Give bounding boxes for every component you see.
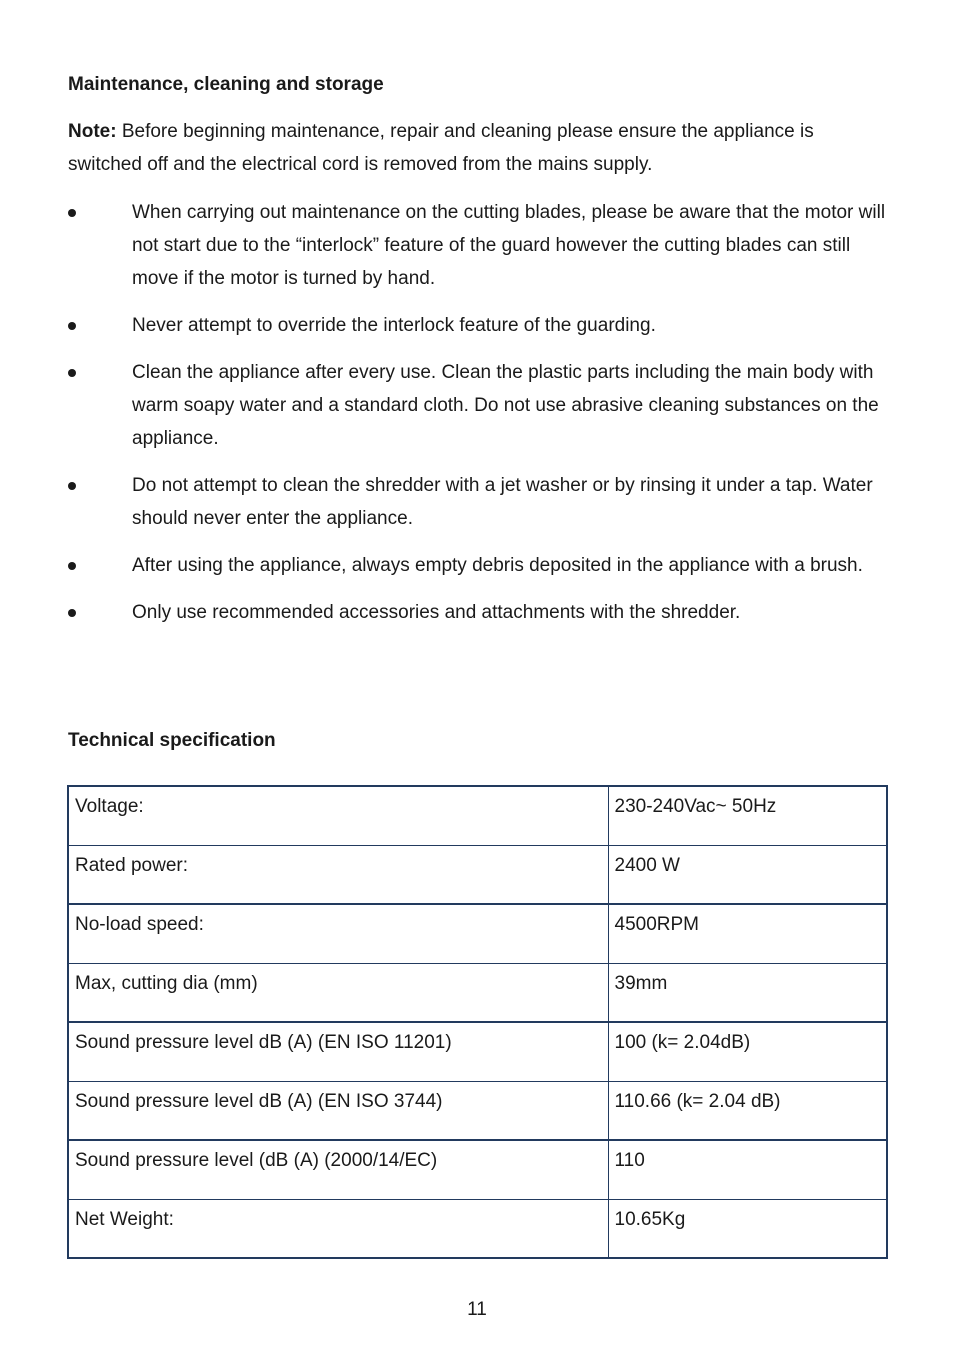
bullet-icon: [68, 482, 76, 490]
table-row: [68, 1022, 887, 1081]
table-row: [68, 963, 887, 1022]
bullet-icon: [68, 562, 76, 570]
list-item: [68, 309, 888, 342]
note-paragraph: [68, 115, 888, 181]
table-row: [68, 845, 887, 904]
table-row: [68, 786, 887, 845]
spec-label: Max, cutting dia (mm): [68, 963, 608, 1022]
spec-label: Sound pressure level dB (A) (EN ISO 11201): [68, 1022, 608, 1081]
list-item: [68, 549, 888, 582]
note-text: Before beginning maintenance, repair and cleaning please ensure the appliance is switched off and the electrical cord is removed from the mains supply.: [68, 121, 814, 175]
specification-heading: Technical specification: [68, 730, 276, 751]
table-row: [68, 1199, 887, 1258]
bullet-text: After using the appliance, always empty debris deposited in the appliance with a brush.: [132, 555, 863, 576]
bullet-icon: [68, 369, 76, 377]
spec-value: 4500RPM: [608, 904, 887, 963]
bullet-icon: [68, 209, 76, 217]
table-row: [68, 1081, 887, 1140]
spec-value: 2400 W: [608, 845, 887, 904]
list-item: [68, 469, 888, 535]
bullet-icon: [68, 609, 76, 617]
list-item: [68, 196, 888, 295]
spec-value: 100 (k= 2.04dB): [608, 1022, 887, 1081]
table-row: [68, 904, 887, 963]
spec-label: No-load speed:: [68, 904, 608, 963]
table-row: [68, 1140, 887, 1199]
list-item: [68, 596, 888, 629]
spec-label: Sound pressure level dB (A) (EN ISO 3744): [68, 1081, 608, 1140]
spec-label: Net Weight:: [68, 1199, 608, 1258]
maintenance-heading: Maintenance, cleaning and storage: [68, 74, 384, 95]
spec-label: Sound pressure level (dB (A) (2000/14/EC): [68, 1140, 608, 1199]
bullet-text: Only use recommended accessories and attachments with the shredder.: [132, 602, 741, 623]
bullet-text: Do not attempt to clean the shredder with a jet washer or by rinsing it under a tap. Water should never enter the appliance.: [132, 475, 873, 529]
spec-value: 39mm: [608, 963, 887, 1022]
spec-label: Rated power:: [68, 845, 608, 904]
spec-value: 110.66 (k= 2.04 dB): [608, 1081, 887, 1140]
maintenance-bullet-list: [68, 196, 888, 643]
bullet-icon: [68, 322, 76, 330]
spec-value: 110: [608, 1140, 887, 1199]
spec-value: 10.65Kg: [608, 1199, 887, 1258]
spec-value: 230-240Vac~ 50Hz: [608, 786, 887, 845]
bullet-text: Never attempt to override the interlock feature of the guarding.: [132, 315, 656, 336]
page-number: 11: [467, 1299, 487, 1320]
spec-label: Voltage:: [68, 786, 608, 845]
list-item: [68, 356, 888, 455]
note-label: Note:: [68, 121, 117, 142]
bullet-text: Clean the appliance after every use. Clean the plastic parts including the main body with warm soapy water and a standard cloth. Do not use abrasive cleaning substances on the appliance.: [132, 362, 879, 449]
specification-table: [67, 785, 888, 1259]
bullet-text: When carrying out maintenance on the cutting blades, please be aware that the motor will not start due to the “interlock” feature of the guard however the cutting blades can still move if the motor is turned by hand.: [132, 202, 886, 289]
